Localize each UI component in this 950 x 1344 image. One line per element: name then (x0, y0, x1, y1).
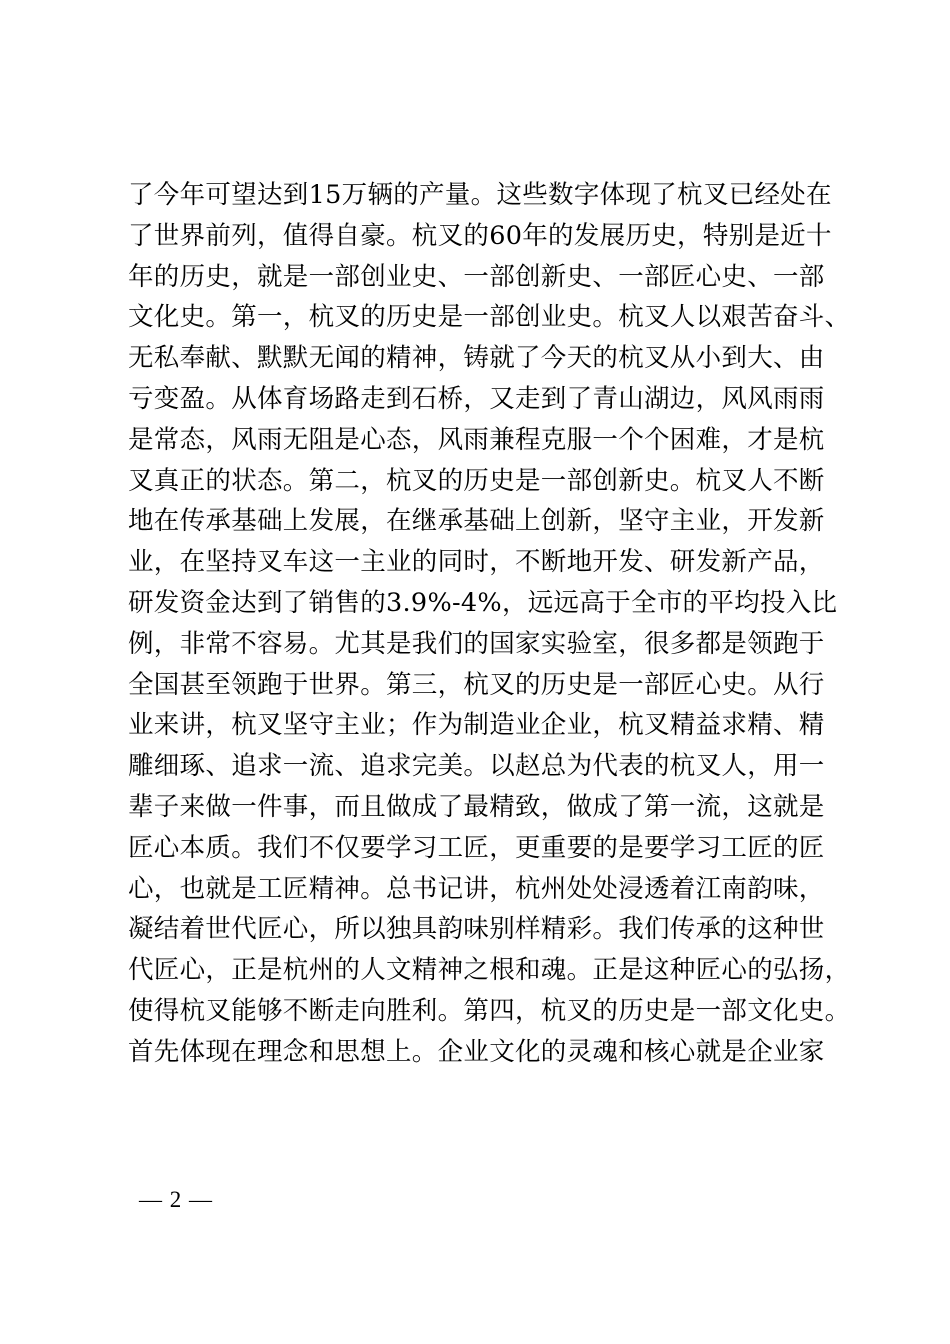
text-line: 匠心本质。我们不仅要学习工匠，更重要的是要学习工匠的匠 (128, 832, 825, 863)
text-line: 全国甚至领跑于世界。第三，杭叉的历史是一部匠心史。从行 (128, 669, 825, 700)
text-line: 使得杭叉能够不断走向胜利。第四，杭叉的历史是一部文化史。 (128, 995, 851, 1026)
text-line: 首先体现在理念和思想上。企业文化的灵魂和核心就是企业家 (128, 1036, 825, 1067)
text-line: 代匠心，正是杭州的人文精神之根和魂。正是这种匠心的弘扬， (128, 955, 851, 986)
text-line: 辈子来做一件事，而且做成了最精致，做成了第一流，这就是 (128, 791, 825, 822)
text-line: 文化史。第一，杭叉的历史是一部创业史。杭叉人以艰苦奋斗、 (128, 302, 851, 333)
text-line: 雕细琢、追求一流、追求完美。以赵总为代表的杭叉人，用一 (128, 751, 825, 782)
text-line: 业，在坚持叉车这一主业的同时，不断地开发、研发新产品， (128, 547, 825, 578)
text-line: 研发资金达到了销售的3.9%-4%，远远高于全市的平均投入比 (128, 587, 838, 618)
text-line: 年的历史，就是一部创业史、一部创新史、一部匠心史、一部 (128, 261, 825, 292)
text-line: 业来讲，杭叉坚守主业；作为制造业企业，杭叉精益求精、精 (128, 710, 825, 741)
text-line: 了今年可望达到15万辆的产量。这些数字体现了杭叉已经处在 (128, 180, 832, 210)
text-line: 地在传承基础上发展，在继承基础上创新，坚守主业，开发新 (128, 506, 825, 537)
text-line: 叉真正的状态。第二，杭叉的历史是一部创新史。杭叉人不断 (128, 465, 825, 496)
text-line: 心，也就是工匠精神。总书记讲，杭州处处浸透着江南韵味， (128, 873, 825, 904)
text-line: 例，非常不容易。尤其是我们的国家实验室，很多都是领跑于 (128, 628, 825, 659)
text-line: 了世界前列，值得自豪。杭叉的60年的发展历史，特别是近十 (128, 220, 832, 251)
text-line: 是常态，风雨无阻是心态，风雨兼程克服一个个困难，才是杭 (128, 424, 825, 455)
text-line: 亏变盈。从体育场路走到石桥，又走到了青山湖边，风风雨雨 (128, 383, 825, 414)
body-text (128, 175, 851, 1073)
text-line: 凝结着世代匠心，所以独具韵味别样精彩。我们传承的这种世 (128, 914, 825, 945)
page-number: — 2 — (139, 1187, 213, 1212)
text-line: 无私奉献、默默无闻的精神，铸就了今天的杭叉从小到大、由 (128, 343, 825, 374)
